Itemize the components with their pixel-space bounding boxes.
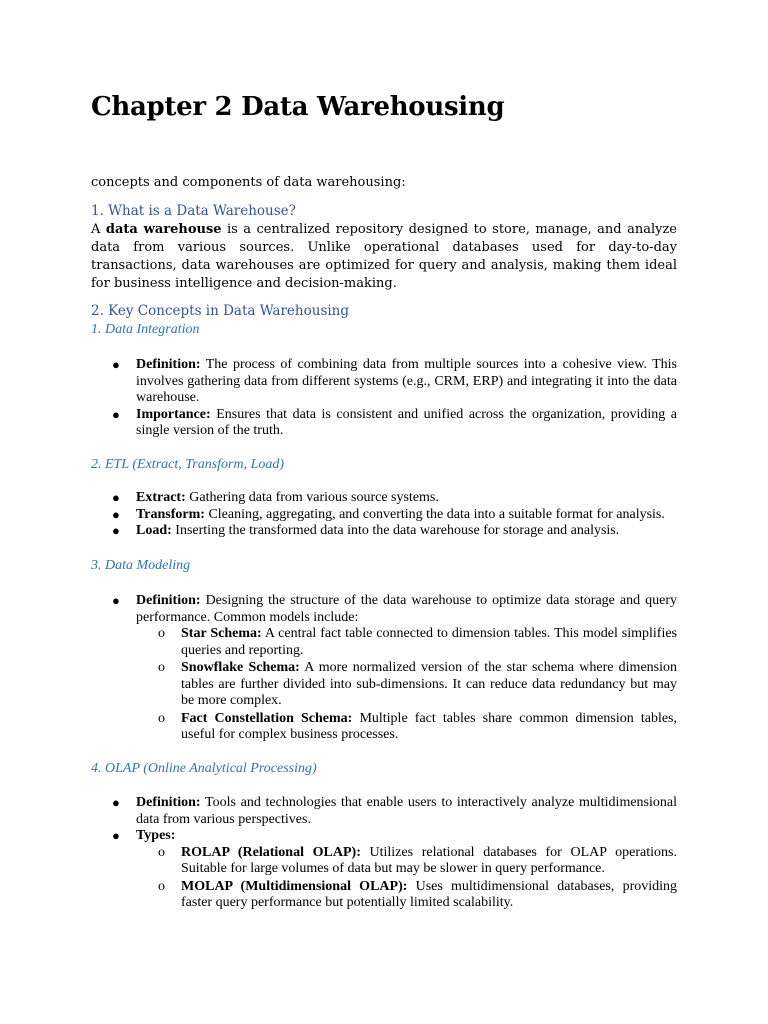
item-text: Inserting the transformed data into the data warehouse for storage and analysis. [171, 523, 620, 538]
item-text: Gathering data from various source systems. [185, 490, 439, 505]
data-integration-list [136, 357, 677, 440]
subheading-data-modeling: 3. Data Modeling [91, 558, 191, 573]
intro-text: concepts and components of data warehousing: [91, 175, 406, 190]
data-modeling-list [136, 593, 677, 745]
list-item [136, 795, 677, 828]
list-item [136, 357, 677, 407]
item-label: ROLAP (Relational OLAP): [181, 844, 361, 860]
item-label: Extract: [136, 490, 186, 505]
item-label: Importance: [136, 406, 211, 422]
item-label: Snowflake Schema: [181, 660, 300, 675]
item-text: Uses multidimensional databases, providing faster query performance but potentially limited scalability. [181, 878, 678, 910]
item-text: Multiple fact tables share common dimension tables, useful for complex business processes. [181, 710, 678, 742]
item-text: A central fact table connected to dimension tables. This model simplifies queries and reporting. [181, 626, 678, 658]
list-item [136, 407, 677, 440]
list-item [136, 523, 677, 540]
subheading-etl: 2. ETL (Extract, Transform, Load) [91, 457, 285, 472]
olap-types-sublist [181, 845, 677, 912]
item-label: Load: [136, 523, 172, 538]
sublist-item [181, 626, 677, 659]
list-item [136, 828, 677, 912]
section-heading-what-is-dw: 1. What is a Data Warehouse? [91, 203, 296, 219]
subheading-data-integration: 1. Data Integration [91, 322, 200, 337]
para-prefix: A [91, 222, 106, 237]
item-text: A more normalized version of the star schema where dimension tables are further divided into sub-dimensions. It can reduce data redundancy but may be more complex. [181, 660, 677, 708]
list-item [136, 593, 677, 744]
para-rest: is a centralized repository designed to store, manage, and analyze data from various sources. Unlike operational databases used for day-to-day transactions, data warehouses are optimized for query and analysis, making them ideal for business intelligence and decision-making. [91, 222, 677, 291]
chapter-title: Chapter 2 Data Warehousing [91, 92, 505, 122]
sublist-item [181, 711, 677, 744]
subheading-olap: 4. OLAP (Online Analytical Processing) [91, 761, 317, 776]
item-text: Designing the structure of the data warehouse to optimize data storage and query performance. Common models include: [136, 593, 677, 625]
item-label: MOLAP (Multidimensional OLAP): [181, 878, 408, 894]
item-label: Star Schema: [181, 626, 262, 641]
section-heading-key-concepts: 2. Key Concepts in Data Warehousing [91, 303, 350, 319]
para-bold-term: data warehouse [105, 222, 222, 237]
item-label: Definition: [136, 593, 201, 608]
item-text: Utilizes relational databases for OLAP operations. Suitable for large volumes of data but may be slower in query performance. [181, 844, 678, 876]
item-text: Cleaning, aggregating, and converting the data into a suitable format for analysis. [204, 506, 665, 522]
item-label: Definition: [136, 357, 201, 372]
list-item [136, 507, 677, 524]
olap-list [136, 795, 677, 913]
item-label: Fact Constellation Schema: [181, 710, 353, 726]
item-label: Types: [136, 828, 176, 843]
item-text: The process of combining data from multiple sources into a cohesive view. This involves gathering data from different systems (e.g., CRM, ERP) and integrating it into the data warehouse. [136, 357, 677, 405]
etl-list [136, 490, 677, 540]
model-sublist [181, 626, 677, 744]
sublist-item [181, 879, 677, 912]
item-label: Definition: [136, 795, 201, 810]
sublist-item [181, 845, 677, 878]
list-item [136, 490, 677, 507]
dw-definition-paragraph [91, 221, 677, 293]
item-text: Ensures that data is consistent and unified across the organization, providing a single version of the truth. [136, 406, 677, 438]
item-text: Tools and technologies that enable users to interactively analyze multidimensional data from various perspectives. [136, 795, 677, 827]
sublist-item [181, 660, 677, 710]
item-label: Transform: [136, 506, 205, 522]
